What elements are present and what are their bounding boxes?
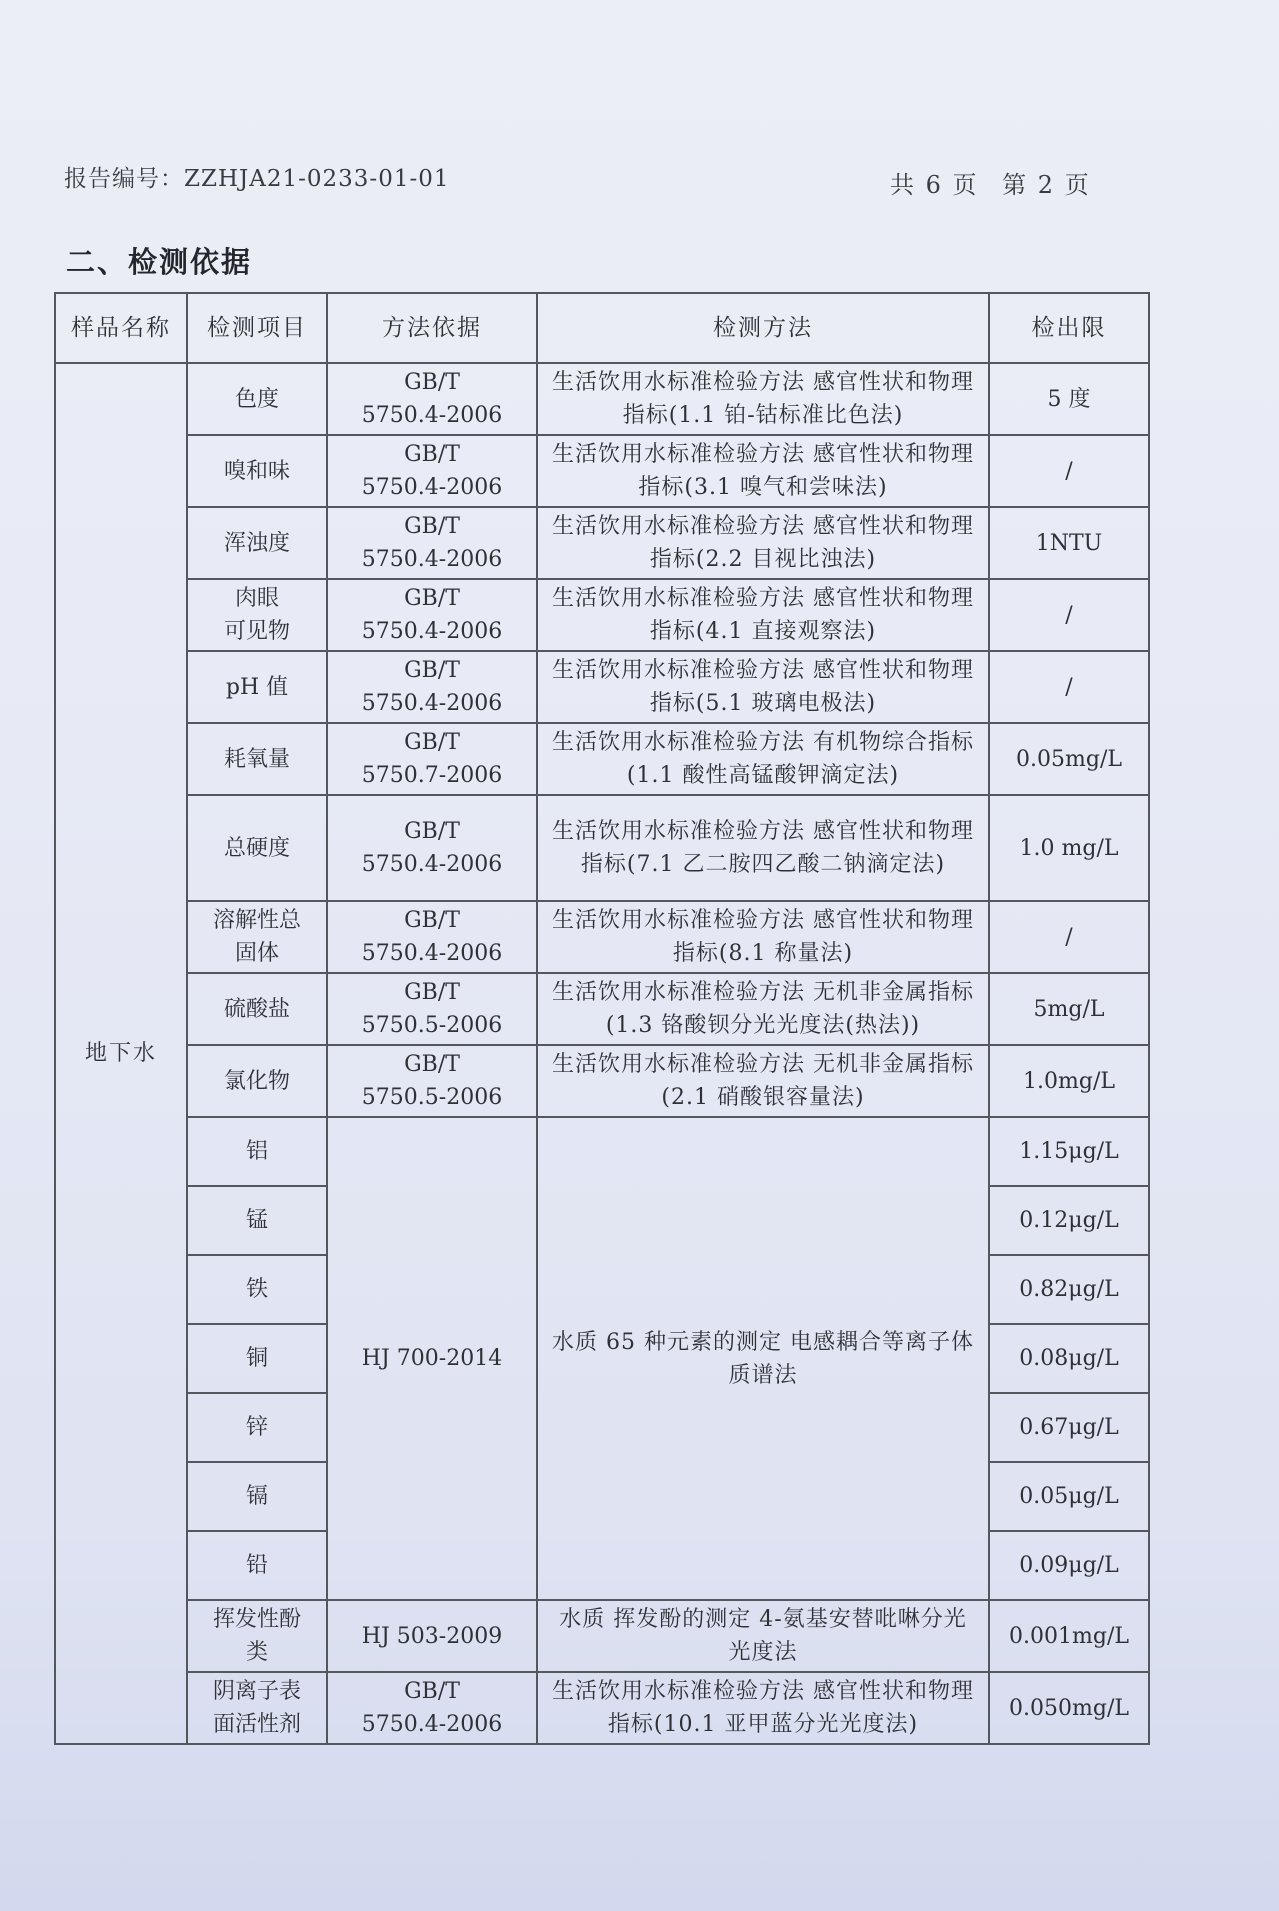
table-row — [55, 1117, 1149, 1186]
col-header-limit: 检出限 — [989, 293, 1149, 363]
item-cell: 铁 — [187, 1255, 327, 1324]
item-cell: 铅 — [187, 1531, 327, 1600]
page-indicator — [890, 165, 1105, 200]
item-cell: 锌 — [187, 1393, 327, 1462]
limit-cell: 1NTU — [989, 507, 1149, 579]
basis-cell: GB/T 5750.5-2006 — [327, 1045, 537, 1117]
method-cell: 生活饮用水标准检验方法 感官性状和物理指标(1.1 铂-钴标准比色法) — [537, 363, 989, 435]
limit-cell: / — [989, 435, 1149, 507]
limit-cell: / — [989, 579, 1149, 651]
item-cell: 溶解性总 固体 — [187, 901, 327, 973]
item-cell: 铝 — [187, 1117, 327, 1186]
col-header-sample: 样品名称 — [55, 293, 187, 363]
item-cell: pH 值 — [187, 651, 327, 723]
item-cell: 色度 — [187, 363, 327, 435]
test-basis-table — [54, 292, 1150, 1745]
basis-cell: GB/T 5750.4-2006 — [327, 579, 537, 651]
basis-cell: HJ 700-2014 — [327, 1117, 537, 1600]
report-number: 报告编号：ZZHJA21-0233-01-01 — [64, 166, 450, 192]
col-header-item: 检测项目 — [187, 293, 327, 363]
limit-cell: 1.15μg/L — [989, 1117, 1149, 1186]
sample-name-cell: 地下水 — [55, 363, 187, 1744]
limit-cell: / — [989, 651, 1149, 723]
limit-cell: 0.67μg/L — [989, 1393, 1149, 1462]
item-cell: 硫酸盐 — [187, 973, 327, 1045]
limit-cell: 1.0mg/L — [989, 1045, 1149, 1117]
limit-cell: 0.09μg/L — [989, 1531, 1149, 1600]
col-header-basis: 方法依据 — [327, 293, 537, 363]
table-row — [55, 1045, 1149, 1117]
method-cell: 生活饮用水标准检验方法 感官性状和物理指标(8.1 称量法) — [537, 901, 989, 973]
method-cell: 水质 挥发酚的测定 4-氨基安替吡啉分光光度法 — [537, 1600, 989, 1672]
total-pages: 共 6 页 — [890, 171, 979, 199]
limit-cell: 0.05μg/L — [989, 1462, 1149, 1531]
limit-cell: 0.12μg/L — [989, 1186, 1149, 1255]
table-row — [55, 901, 1149, 973]
limit-cell: 0.08μg/L — [989, 1324, 1149, 1393]
method-cell: 生活饮用水标准检验方法 感官性状和物理指标(7.1 乙二胺四乙酸二钠滴定法) — [537, 795, 989, 901]
item-cell: 总硬度 — [187, 795, 327, 901]
method-cell: 生活饮用水标准检验方法 感官性状和物理指标(10.1 亚甲蓝分光光度法) — [537, 1672, 989, 1744]
current-page: 第 2 页 — [1002, 171, 1091, 199]
table-body — [55, 363, 1149, 1744]
limit-cell: 0.001mg/L — [989, 1600, 1149, 1672]
method-cell: 生活饮用水标准检验方法 有机物综合指标(1.1 酸性高锰酸钾滴定法) — [537, 723, 989, 795]
col-header-method: 检测方法 — [537, 293, 989, 363]
table-row — [55, 795, 1149, 901]
method-cell: 生活饮用水标准检验方法 感官性状和物理指标(4.1 直接观察法) — [537, 579, 989, 651]
basis-cell: HJ 503-2009 — [327, 1600, 537, 1672]
method-cell: 水质 65 种元素的测定 电感耦合等离子体质谱法 — [537, 1117, 989, 1600]
basis-cell: GB/T 5750.4-2006 — [327, 901, 537, 973]
item-cell: 浑浊度 — [187, 507, 327, 579]
section-title: 二、检测依据 — [66, 245, 253, 279]
item-cell: 肉眼 可见物 — [187, 579, 327, 651]
limit-cell: / — [989, 901, 1149, 973]
method-cell: 生活饮用水标准检验方法 无机非金属指标(1.3 铬酸钡分光光度法(热法)) — [537, 973, 989, 1045]
table-row — [55, 1600, 1149, 1672]
table-row — [55, 723, 1149, 795]
table-row — [55, 651, 1149, 723]
table-row — [55, 973, 1149, 1045]
method-cell: 生活饮用水标准检验方法 感官性状和物理指标(3.1 嗅气和尝味法) — [537, 435, 989, 507]
item-cell: 镉 — [187, 1462, 327, 1531]
basis-cell: GB/T 5750.4-2006 — [327, 651, 537, 723]
limit-cell: 1.0 mg/L — [989, 795, 1149, 901]
basis-cell: GB/T 5750.7-2006 — [327, 723, 537, 795]
basis-cell: GB/T 5750.4-2006 — [327, 435, 537, 507]
method-cell: 生活饮用水标准检验方法 感官性状和物理指标(5.1 玻璃电极法) — [537, 651, 989, 723]
limit-cell: 0.050mg/L — [989, 1672, 1149, 1744]
basis-cell: GB/T 5750.4-2006 — [327, 795, 537, 901]
basis-cell: GB/T 5750.4-2006 — [327, 507, 537, 579]
table-row — [55, 1672, 1149, 1744]
table-row — [55, 363, 1149, 435]
item-cell: 锰 — [187, 1186, 327, 1255]
limit-cell: 5mg/L — [989, 973, 1149, 1045]
limit-cell: 0.82μg/L — [989, 1255, 1149, 1324]
item-cell: 氯化物 — [187, 1045, 327, 1117]
basis-cell: GB/T 5750.4-2006 — [327, 363, 537, 435]
basis-cell: GB/T 5750.4-2006 — [327, 1672, 537, 1744]
limit-cell: 0.05mg/L — [989, 723, 1149, 795]
item-cell: 挥发性酚 类 — [187, 1600, 327, 1672]
table-row — [55, 435, 1149, 507]
item-cell: 铜 — [187, 1324, 327, 1393]
item-cell: 耗氧量 — [187, 723, 327, 795]
limit-cell: 5 度 — [989, 363, 1149, 435]
table-header-row — [55, 293, 1149, 363]
item-cell: 阴离子表 面活性剂 — [187, 1672, 327, 1744]
method-cell: 生活饮用水标准检验方法 感官性状和物理指标(2.2 目视比浊法) — [537, 507, 989, 579]
item-cell: 嗅和味 — [187, 435, 327, 507]
basis-cell: GB/T 5750.5-2006 — [327, 973, 537, 1045]
table-row — [55, 507, 1149, 579]
method-cell: 生活饮用水标准检验方法 无机非金属指标(2.1 硝酸银容量法) — [537, 1045, 989, 1117]
table-row — [55, 579, 1149, 651]
